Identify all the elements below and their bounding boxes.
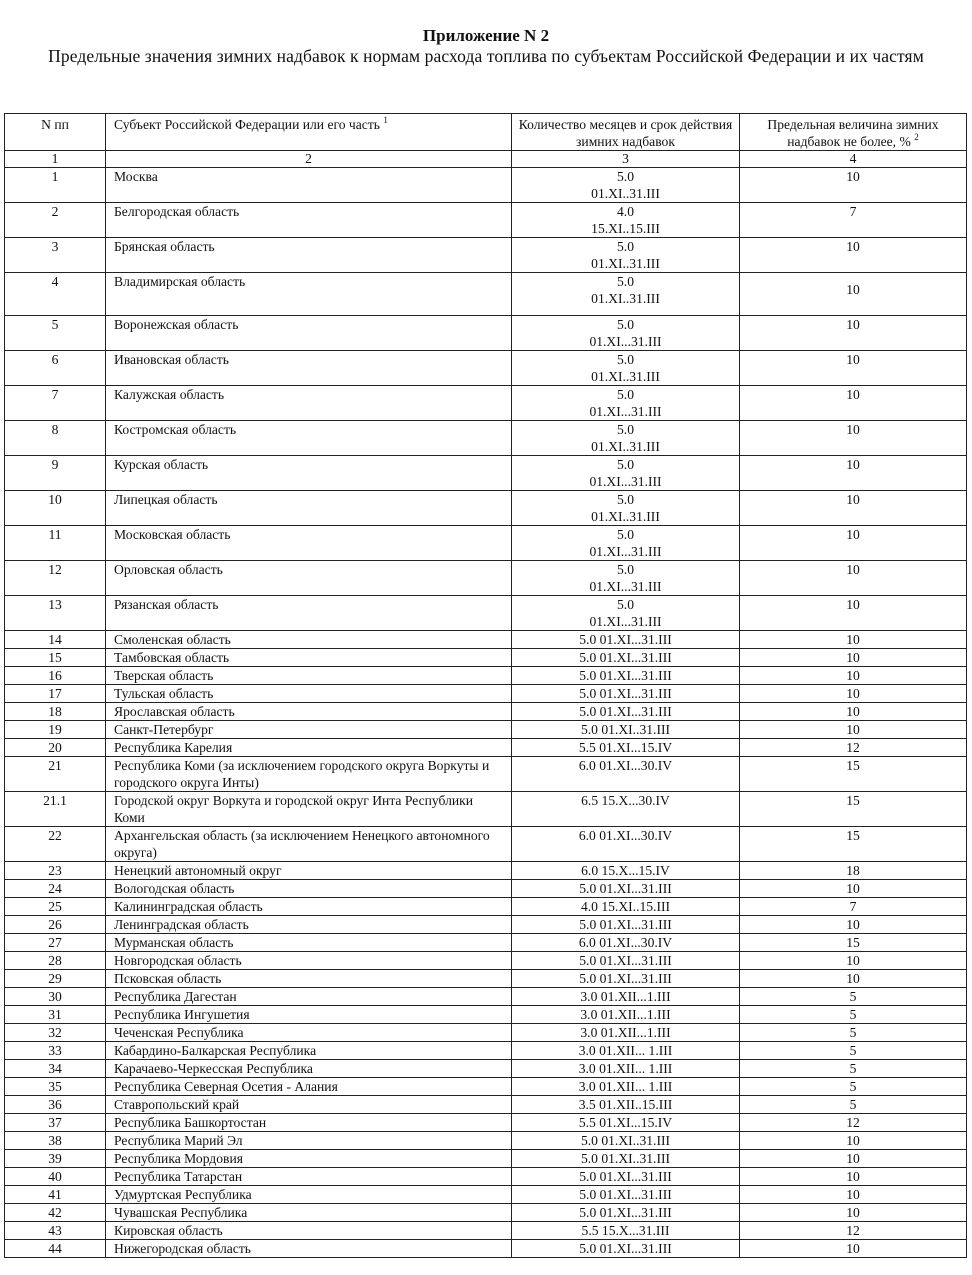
date-range: 01.XI..31.III — [591, 369, 660, 384]
table-row — [5, 757, 967, 792]
subject-name: Курская область — [106, 456, 512, 491]
table-row — [5, 273, 967, 316]
period-cell: 5.0 01.XI...31.III — [512, 1204, 740, 1222]
period-cell: 5.0 01.XI...31.III — [512, 1240, 740, 1258]
surcharge-value: 10 — [740, 916, 967, 934]
table-row — [5, 1150, 967, 1168]
months-count: 5.0 — [617, 422, 634, 437]
row-number: 36 — [5, 1096, 106, 1114]
row-number: 27 — [5, 934, 106, 952]
header-subject: Субъект Российской Федерации или его часть $^1$ — [106, 114, 512, 151]
surcharge-value: 10 — [740, 316, 967, 351]
period-cell: 5.0 01.XI..31.III — [512, 1132, 740, 1150]
subject-name: Липецкая область — [106, 491, 512, 526]
surcharge-value: 7 — [740, 898, 967, 916]
subject-name: Ленинградская область — [106, 916, 512, 934]
table-row — [5, 1024, 967, 1042]
subject-name: Кировская область — [106, 1222, 512, 1240]
row-number: 12 — [5, 561, 106, 596]
surcharge-value: 10 — [740, 667, 967, 685]
subject-name: Республика Дагестан — [106, 988, 512, 1006]
row-number: 44 — [5, 1240, 106, 1258]
date-range: 01.XI..31.III — [591, 291, 660, 306]
period-cell: 5.0 01.XI...31.III — [512, 1168, 740, 1186]
subject-name: Санкт-Петербург — [106, 721, 512, 739]
surcharge-value: 15 — [740, 934, 967, 952]
row-number: 24 — [5, 880, 106, 898]
period-cell — [512, 526, 740, 561]
row-number: 3 — [5, 238, 106, 273]
subject-name: Псковская область — [106, 970, 512, 988]
surcharge-value: 10 — [740, 421, 967, 456]
surcharge-value: 12 — [740, 1114, 967, 1132]
table-row — [5, 1132, 967, 1150]
subject-name: Архангельская область (за исключением Ненецкого автономного округа) — [106, 827, 512, 862]
row-number: 42 — [5, 1204, 106, 1222]
table-row — [5, 685, 967, 703]
row-number: 7 — [5, 386, 106, 421]
period-cell — [512, 561, 740, 596]
period-cell: 5.0 01.XI...31.III — [512, 880, 740, 898]
subject-name: Вологодская область — [106, 880, 512, 898]
period-cell: 6.0 01.XI...30.IV — [512, 757, 740, 792]
period-cell: 6.0 01.XI...30.IV — [512, 934, 740, 952]
subject-name: Ярославская область — [106, 703, 512, 721]
period-cell: 5.0 01.XI...31.III — [512, 916, 740, 934]
row-number: 13 — [5, 596, 106, 631]
surcharge-value: 5 — [740, 1006, 967, 1024]
date-range: 01.XI..31.III — [591, 256, 660, 271]
row-number: 31 — [5, 1006, 106, 1024]
row-number: 4 — [5, 273, 106, 316]
surcharge-value: 5 — [740, 1060, 967, 1078]
period-cell — [512, 316, 740, 351]
period-cell: 5.0 01.XI...31.III — [512, 649, 740, 667]
subject-name: Москва — [106, 168, 512, 203]
subject-name: Московская область — [106, 526, 512, 561]
row-number: 6 — [5, 351, 106, 386]
table-row — [5, 526, 967, 561]
period-cell: 3.0 01.XII...1.III — [512, 988, 740, 1006]
header-limit: Предельная величина зимних надбавок не более, % $^2$ — [740, 114, 967, 151]
period-cell: 3.0 01.XII... 1.III — [512, 1078, 740, 1096]
subject-name: Нижегородская область — [106, 1240, 512, 1258]
table-row — [5, 631, 967, 649]
table-row — [5, 649, 967, 667]
period-cell: 3.0 01.XII...1.III — [512, 1024, 740, 1042]
surcharge-value: 12 — [740, 739, 967, 757]
subject-name: Калининградская область — [106, 898, 512, 916]
table-row — [5, 421, 967, 456]
row-number: 39 — [5, 1150, 106, 1168]
subject-name: Орловская область — [106, 561, 512, 596]
surcharge-value: 10 — [740, 168, 967, 203]
period-cell: 3.0 01.XII... 1.III — [512, 1042, 740, 1060]
subject-name: Республика Мордовия — [106, 1150, 512, 1168]
subject-name: Ставропольский край — [106, 1096, 512, 1114]
months-count: 5.0 — [617, 387, 634, 402]
surcharge-value: 5 — [740, 1024, 967, 1042]
date-range: 01.XI...31.III — [589, 334, 662, 349]
table-row — [5, 351, 967, 386]
row-number: 17 — [5, 685, 106, 703]
table-row — [5, 1240, 967, 1258]
table-row — [5, 1222, 967, 1240]
subject-name: Городской округ Воркута и городской округ Инта Республики Коми — [106, 792, 512, 827]
surcharge-value: 10 — [740, 952, 967, 970]
row-number: 34 — [5, 1060, 106, 1078]
period-cell — [512, 421, 740, 456]
months-count: 5.0 — [617, 239, 634, 254]
table-row — [5, 596, 967, 631]
date-range: 01.XI...31.III — [589, 474, 662, 489]
subject-name: Кабардино-Балкарская Республика — [106, 1042, 512, 1060]
period-cell: 5.0 01.XI...31.III — [512, 703, 740, 721]
date-range: 01.XI...31.III — [589, 579, 662, 594]
surcharge-value: 10 — [740, 703, 967, 721]
table-row — [5, 203, 967, 238]
period-cell: 5.0 01.XI...31.III — [512, 952, 740, 970]
period-cell: 3.5 01.XII..15.III — [512, 1096, 740, 1114]
row-number: 30 — [5, 988, 106, 1006]
table-row — [5, 952, 967, 970]
row-number: 16 — [5, 667, 106, 685]
period-cell: 5.0 01.XI...31.III — [512, 1186, 740, 1204]
table-row — [5, 667, 967, 685]
row-number: 20 — [5, 739, 106, 757]
row-number: 5 — [5, 316, 106, 351]
row-number: 40 — [5, 1168, 106, 1186]
subject-name: Республика Татарстан — [106, 1168, 512, 1186]
row-number: 2 — [5, 203, 106, 238]
surcharge-value: 15 — [740, 757, 967, 792]
period-cell: 5.0 01.XI...31.III — [512, 631, 740, 649]
subject-name: Рязанская область — [106, 596, 512, 631]
table-row — [5, 168, 967, 203]
row-number: 37 — [5, 1114, 106, 1132]
period-cell: 5.0 01.XI...31.III — [512, 970, 740, 988]
period-cell — [512, 386, 740, 421]
row-number: 32 — [5, 1024, 106, 1042]
row-number: 28 — [5, 952, 106, 970]
row-number: 21.1 — [5, 792, 106, 827]
subject-name: Калужская область — [106, 386, 512, 421]
date-range: 01.XI..31.III — [591, 186, 660, 201]
subject-name: Смоленская область — [106, 631, 512, 649]
row-number: 23 — [5, 862, 106, 880]
surcharge-value: 10 — [740, 1150, 967, 1168]
subject-name: Республика Башкортостан — [106, 1114, 512, 1132]
subject-name: Чеченская Республика — [106, 1024, 512, 1042]
table-row — [5, 1114, 967, 1132]
subject-name: Удмуртская Республика — [106, 1186, 512, 1204]
table-row — [5, 703, 967, 721]
table-row — [5, 561, 967, 596]
surcharge-value: 15 — [740, 792, 967, 827]
document-subtitle: Предельные значения зимних надбавок к нормам расхода топлива по субъектам Российской Федерации и их частям — [48, 46, 924, 66]
surcharge-value: 12 — [740, 1222, 967, 1240]
months-count: 5.0 — [617, 274, 634, 289]
table-row — [5, 386, 967, 421]
surcharge-value: 10 — [740, 491, 967, 526]
table-row — [5, 238, 967, 273]
surcharge-value: 10 — [740, 631, 967, 649]
subject-name: Республика Ингушетия — [106, 1006, 512, 1024]
surcharge-value: 10 — [740, 1240, 967, 1258]
period-cell: 5.5 01.XI...15.IV — [512, 739, 740, 757]
winter-surcharge-table — [4, 113, 967, 1258]
subject-name: Ненецкий автономный округ — [106, 862, 512, 880]
surcharge-value: 18 — [740, 862, 967, 880]
period-cell: 5.0 01.XI...31.III — [512, 685, 740, 703]
surcharge-value: 5 — [740, 988, 967, 1006]
subject-name: Костромская область — [106, 421, 512, 456]
row-number: 22 — [5, 827, 106, 862]
surcharge-value: 15 — [740, 827, 967, 862]
subject-name: Республика Коми (за исключением городского округа Воркуты и городского округа Инты) — [106, 757, 512, 792]
subject-name: Тульская область — [106, 685, 512, 703]
subject-name: Тверская область — [106, 667, 512, 685]
period-cell: 6.0 15.X...15.IV — [512, 862, 740, 880]
months-count: 5.0 — [617, 169, 634, 184]
period-cell: 3.0 01.XII... 1.III — [512, 1060, 740, 1078]
row-number: 26 — [5, 916, 106, 934]
row-number: 38 — [5, 1132, 106, 1150]
table-row — [5, 934, 967, 952]
row-number: 11 — [5, 526, 106, 561]
months-count: 5.0 — [617, 457, 634, 472]
subject-name: Воронежская область — [106, 316, 512, 351]
row-number: 21 — [5, 757, 106, 792]
table-row — [5, 1204, 967, 1222]
table-row — [5, 827, 967, 862]
table-row — [5, 898, 967, 916]
date-range: 01.XI...31.III — [589, 404, 662, 419]
period-cell: 6.0 01.XI...30.IV — [512, 827, 740, 862]
date-range: 01.XI...31.III — [589, 544, 662, 559]
subject-name: Республика Карелия — [106, 739, 512, 757]
surcharge-value: 10 — [740, 970, 967, 988]
table-row — [5, 792, 967, 827]
column-number: 2 — [106, 151, 512, 168]
footnote-1: 1 — [383, 115, 388, 125]
table-row — [5, 456, 967, 491]
subject-name: Республика Северная Осетия - Алания — [106, 1078, 512, 1096]
months-count: 4.0 — [617, 204, 634, 219]
months-count: 5.0 — [617, 597, 634, 612]
surcharge-value: 5 — [740, 1096, 967, 1114]
surcharge-value: 10 — [740, 880, 967, 898]
subject-name: Республика Марий Эл — [106, 1132, 512, 1150]
period-cell — [512, 203, 740, 238]
months-count: 5.0 — [617, 492, 634, 507]
table-row — [5, 721, 967, 739]
table-row — [5, 988, 967, 1006]
surcharge-value: 10 — [740, 649, 967, 667]
period-cell — [512, 596, 740, 631]
surcharge-value: 5 — [740, 1078, 967, 1096]
row-number: 1 — [5, 168, 106, 203]
surcharge-value: 7 — [740, 203, 967, 238]
surcharge-value: 10 — [740, 596, 967, 631]
period-cell: 5.0 01.XI..31.III — [512, 721, 740, 739]
row-number: 35 — [5, 1078, 106, 1096]
table-row — [5, 1078, 967, 1096]
table-row — [5, 880, 967, 898]
row-number: 8 — [5, 421, 106, 456]
appendix-title: Приложение N 2 — [422, 26, 550, 45]
months-count: 5.0 — [617, 527, 634, 542]
subject-name: Тамбовская область — [106, 649, 512, 667]
row-number: 18 — [5, 703, 106, 721]
period-cell — [512, 491, 740, 526]
surcharge-value: 10 — [740, 1132, 967, 1150]
date-range: 01.XI...31.III — [589, 614, 662, 629]
column-number: 3 — [512, 151, 740, 168]
surcharge-value: 10 — [740, 526, 967, 561]
surcharge-value: 10 — [740, 1168, 967, 1186]
subject-name: Ивановская область — [106, 351, 512, 386]
header-period: Количество месяцев и срок действия зимних надбавок — [512, 114, 740, 151]
surcharge-value: 10 — [740, 273, 967, 316]
row-number: 10 — [5, 491, 106, 526]
table-row — [5, 1060, 967, 1078]
date-range: 01.XI..31.III — [591, 439, 660, 454]
surcharge-value: 10 — [740, 351, 967, 386]
subject-name: Чувашская Республика — [106, 1204, 512, 1222]
surcharge-value: 5 — [740, 1042, 967, 1060]
row-number: 14 — [5, 631, 106, 649]
table-row — [5, 1006, 967, 1024]
header-row — [5, 114, 967, 151]
surcharge-value: 10 — [740, 238, 967, 273]
table-row — [5, 970, 967, 988]
table-row — [5, 316, 967, 351]
surcharge-value: 10 — [740, 721, 967, 739]
surcharge-value: 10 — [740, 561, 967, 596]
subject-name: Брянская область — [106, 238, 512, 273]
surcharge-value: 10 — [740, 456, 967, 491]
column-number: 1 — [5, 151, 106, 168]
surcharge-value: 10 — [740, 1186, 967, 1204]
period-cell: 5.5 01.XI...15.IV — [512, 1114, 740, 1132]
header-n: N пп — [5, 114, 106, 151]
subject-name: Карачаево-Черкесская Республика — [106, 1060, 512, 1078]
date-range: 15.XI..15.III — [591, 221, 660, 236]
surcharge-value: 10 — [740, 685, 967, 703]
subject-name: Новгородская область — [106, 952, 512, 970]
period-cell: 5.0 01.XI...31.III — [512, 667, 740, 685]
row-number: 41 — [5, 1186, 106, 1204]
column-numbers-row — [5, 151, 967, 168]
row-number: 33 — [5, 1042, 106, 1060]
row-number: 29 — [5, 970, 106, 988]
period-cell: 6.5 15.X...30.IV — [512, 792, 740, 827]
table-row — [5, 1096, 967, 1114]
table-row — [5, 862, 967, 880]
row-number: 19 — [5, 721, 106, 739]
table-row — [5, 739, 967, 757]
table-row — [5, 916, 967, 934]
table-row — [5, 1186, 967, 1204]
surcharge-value: 10 — [740, 386, 967, 421]
months-count: 5.0 — [617, 352, 634, 367]
months-count: 5.0 — [617, 317, 634, 332]
row-number: 25 — [5, 898, 106, 916]
table-row — [5, 491, 967, 526]
months-count: 5.0 — [617, 562, 634, 577]
row-number: 43 — [5, 1222, 106, 1240]
subject-name: Владимирская область — [106, 273, 512, 316]
period-cell — [512, 351, 740, 386]
period-cell — [512, 456, 740, 491]
period-cell — [512, 168, 740, 203]
table-row — [5, 1042, 967, 1060]
period-cell: 5.5 15.X...31.III — [512, 1222, 740, 1240]
period-cell — [512, 273, 740, 316]
footnote-2: 2 — [914, 132, 919, 142]
column-number: 4 — [740, 151, 967, 168]
period-cell — [512, 238, 740, 273]
period-cell: 3.0 01.XII...1.III — [512, 1006, 740, 1024]
date-range: 01.XI..31.III — [591, 509, 660, 524]
surcharge-value: 10 — [740, 1204, 967, 1222]
row-number: 15 — [5, 649, 106, 667]
row-number: 9 — [5, 456, 106, 491]
table-row — [5, 1168, 967, 1186]
period-cell: 5.0 01.XI..31.III — [512, 1150, 740, 1168]
period-cell: 4.0 15.XI..15.III — [512, 898, 740, 916]
subject-name: Белгородская область — [106, 203, 512, 238]
subject-name: Мурманская область — [106, 934, 512, 952]
